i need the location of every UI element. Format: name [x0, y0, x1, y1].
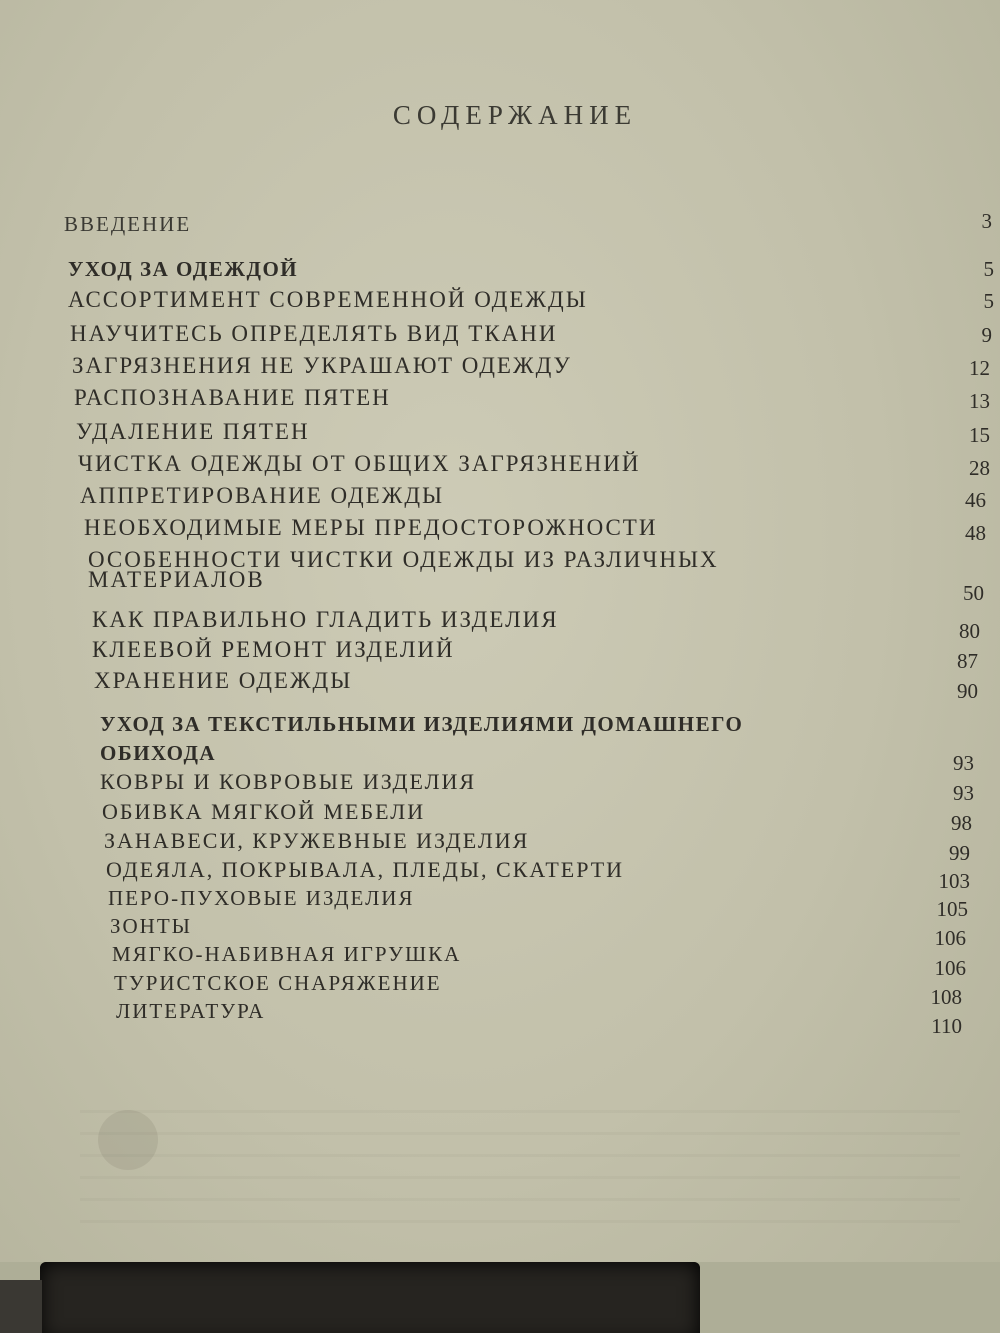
toc-page-number: 103: [938, 869, 970, 893]
toc-page-number: 110: [931, 1014, 962, 1038]
toc-entry: ЛИТЕРАТУРА: [116, 999, 266, 1023]
toc-entry: НАУЧИТЕСЬ ОПРЕДЕЛЯТЬ ВИД ТКАНИ: [70, 321, 558, 346]
toc-page-number: 15: [969, 423, 990, 447]
toc-page-number: 3: [981, 209, 992, 233]
toc-entry: КАК ПРАВИЛЬНО ГЛАДИТЬ ИЗДЕЛИЯ: [92, 607, 559, 632]
toc-entry: КЛЕЕВОЙ РЕМОНТ ИЗДЕЛИЙ: [92, 637, 455, 662]
toc-page-number: 28: [969, 456, 990, 480]
toc-entry: РАСПОЗНАВАНИЕ ПЯТЕН: [74, 385, 391, 410]
toc-entry: ПЕРО-ПУХОВЫЕ ИЗДЕЛИЯ: [108, 886, 415, 910]
bleed-through-text: [80, 1110, 960, 1240]
toc-page-number: 106: [934, 956, 966, 980]
page-title: СОДЕРЖАНИЕ: [392, 100, 638, 130]
toc-page-number: 106: [934, 926, 966, 950]
toc-entry: ЗАГРЯЗНЕНИЯ НЕ УКРАШАЮТ ОДЕЖДУ: [72, 353, 572, 378]
toc-page-number: 46: [965, 488, 986, 512]
book-binding: [40, 1262, 700, 1333]
toc-entry: КОВРЫ И КОВРОВЫЕ ИЗДЕЛИЯ: [100, 769, 477, 794]
toc-page-number: 5: [983, 289, 994, 313]
toc-section-heading: УХОД ЗА ТЕКСТИЛЬНЫМИ ИЗДЕЛИЯМИ ДОМАШНЕГО: [100, 712, 744, 736]
toc-page-number: 5: [983, 257, 994, 281]
toc-entry: ОБИВКА МЯГКОЙ МЕБЕЛИ: [102, 799, 426, 824]
toc-section-heading-continuation: ОБИХОДА: [100, 741, 217, 765]
toc-entry: УДАЛЕНИЕ ПЯТЕН: [76, 419, 310, 444]
toc-page-number: 13: [969, 389, 990, 413]
toc-page-number: 90: [957, 679, 978, 703]
book-spine: [0, 1280, 42, 1333]
toc-entry: ВВЕДЕНИЕ: [64, 212, 192, 236]
toc-page-number: 50: [963, 581, 984, 605]
toc-page-number: 48: [965, 521, 986, 545]
toc-entry: ОДЕЯЛА, ПОКРЫВАЛА, ПЛЕДЫ, СКАТЕРТИ: [106, 857, 625, 882]
toc-entry: АППРЕТИРОВАНИЕ ОДЕЖДЫ: [80, 483, 445, 508]
bleed-through-mark: [98, 1110, 158, 1170]
toc-entry: ХРАНЕНИЕ ОДЕЖДЫ: [94, 668, 353, 693]
toc-page-number: 80: [959, 619, 980, 643]
toc-entry: ЗАНАВЕСИ, КРУЖЕВНЫЕ ИЗДЕЛИЯ: [104, 828, 530, 853]
toc-entry: ОСОБЕННОСТИ ЧИСТКИ ОДЕЖДЫ ИЗ РАЗЛИЧНЫХ: [88, 547, 719, 572]
toc-entry: ТУРИСТСКОЕ СНАРЯЖЕНИЕ: [114, 971, 442, 995]
toc-entry: ЧИСТКА ОДЕЖДЫ ОТ ОБЩИХ ЗАГРЯЗНЕНИЙ: [78, 451, 641, 476]
toc-page-number: 9: [981, 323, 992, 347]
toc-entry: АССОРТИМЕНТ СОВРЕМЕННОЙ ОДЕЖДЫ: [68, 287, 588, 312]
toc-section-heading: УХОД ЗА ОДЕЖДОЙ: [68, 257, 299, 281]
toc-entry-continuation: МАТЕРИАЛОВ: [88, 567, 265, 592]
toc-page-number: 108: [930, 985, 962, 1009]
toc-page-number: 12: [969, 356, 990, 380]
toc-page-number: 105: [936, 897, 968, 921]
toc-page-number: 93: [953, 751, 974, 775]
toc-entry: МЯГКО-НАБИВНАЯ ИГРУШКА: [112, 942, 462, 966]
toc-page-number: 98: [951, 811, 972, 835]
toc-page-number: 99: [949, 841, 970, 865]
toc-entry: НЕОБХОДИМЫЕ МЕРЫ ПРЕДОСТОРОЖНОСТИ: [84, 515, 658, 540]
toc-page-number: 93: [953, 781, 974, 805]
toc-page-number: 87: [957, 649, 978, 673]
toc-entry: ЗОНТЫ: [110, 914, 192, 938]
